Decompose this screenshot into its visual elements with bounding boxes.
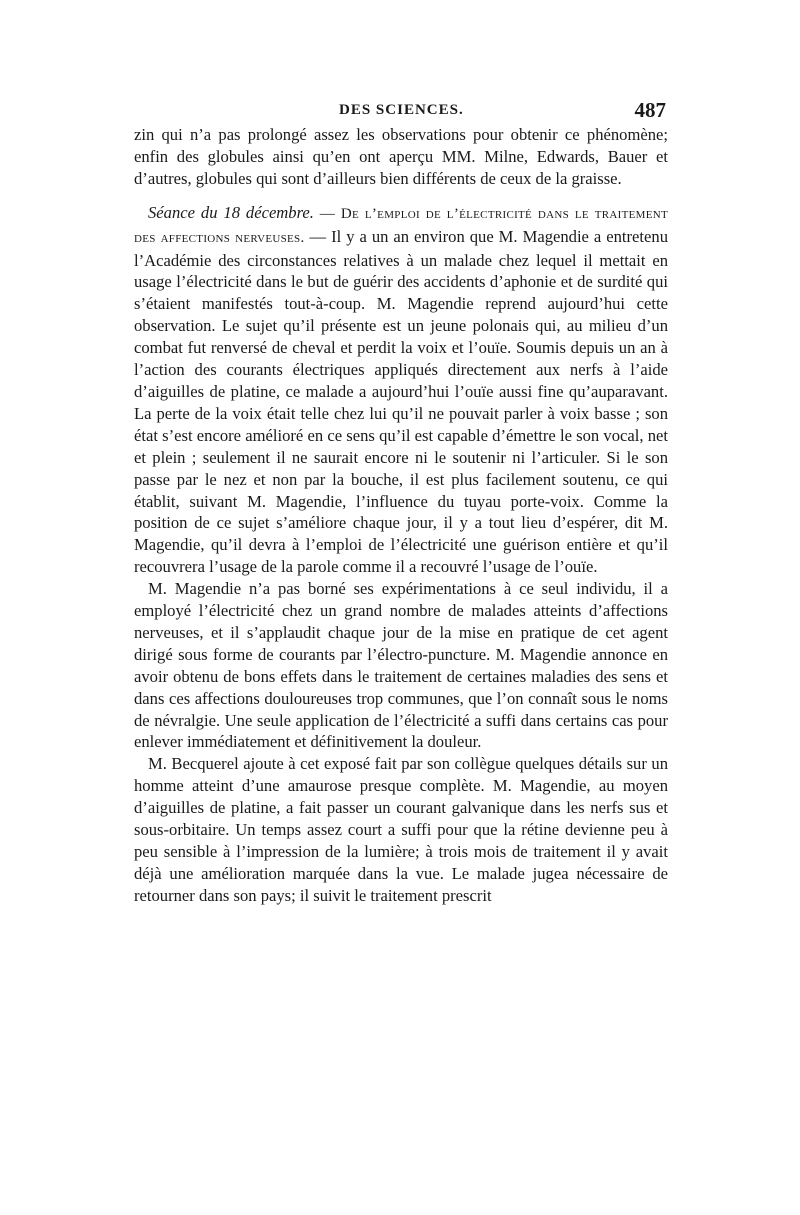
page-number: 487 <box>634 98 666 122</box>
paragraph-magendie: M. Magendie n’a pas borné ses expérimentations à ce seul individu, il a employé l’électricité chez un grand nombre de malades atteints d’affections nerveuses, et il s’applaudit chaque jour de la mise en pratique de cet agent dirigé sous forme de courants par l’électro-puncture. M. Magendie annonce en avoir obtenu de bons effets dans le traitement de certaines maladies des sens et dans ces affections douloureuses trop communes, que l’on connaît sous le noms de névralgie. Une seule application de l’électricité a suffi dans certains cas pour enlever immédiatement et définitivement la douleur. <box>134 579 668 752</box>
paragraph-continuation: zin qui n’a pas prolongé assez les observations pour obtenir ce phénomène; enfin des globules ainsi qu’en ont aperçu MM. Milne, Edwards, Bauer et d’autres, globules qui sont d’ailleurs bien différents de ceux de la graisse. <box>134 125 668 188</box>
session-body: — Il y a un an environ que M. Magendie a entretenu l’Académie des circonstances relatives à un malade chez lequel il mettait en usage l’électricité dans le but de guérir des accidents d’aphonie et de surdité qui s’étaient manifestés tout-à-coup. M. Magendie reprend aujourd’hui cette observation. Le sujet qu’il présente est un jeune polonais qui, au milieu d’un combat fut renversé de cheval et perdit la voix et l’ouïe. Soumis depuis un an à l’action des courants électriques appliqués directement aux nerfs à l’aide d’aiguilles de platine, ce malade a aujourd’hui l’ouïe aussi fine qu’auparavant. La perte de la voix était telle chez lui qu’il ne pouvait parler à voix basse ; son état s’est encore amélioré en ce sens qu’il est capable d’émettre le son vocal, net et plein ; seulement il ne saurait encore ni le soutenir ni l’articuler. Si le son passe par le nez et non par la bouche, il est plus facilement soutenu, ce qui établit, suivant M. Magendie, l’influence du tuyau porte-voix. Comme la position de ce sujet s’améliore chaque jour, il y a tout lieu d’espérer, dit M. Magendie, qu’il devra à l’emploi de l’électricité une guérison entière et qu’il recouvrera l’usage de la parole comme il a recouvré l’usage de l’ouïe. <box>134 226 668 577</box>
running-title: DES SCIENCES. <box>339 102 464 118</box>
session-heading: — De l’emploi de l’électricité dans le traitement des affections nerveuses. <box>134 205 668 246</box>
paragraph-session <box>134 202 668 578</box>
body-text <box>134 124 668 907</box>
session-date: Séance du 18 décembre. <box>148 202 314 222</box>
book-page <box>134 96 668 907</box>
paragraph-becquerel: M. Becquerel ajoute à cet exposé fait par son collègue quelques détails sur un homme atteint d’une amaurose presque complète. M. Magendie, au moyen d’aiguilles de platine, a fait passer un courant galvanique dans les nerfs sus et sous-orbitaire. Un temps assez court a suffi pour que la rétine devienne peu à peu sensible à l’impression de la lumière; à trois mois de traitement il y avait déjà une amélioration marquée dans la vue. Le malade jugea nécessaire de retourner dans son pays; il suivit le traitement prescrit <box>134 754 668 905</box>
running-head <box>134 96 668 124</box>
